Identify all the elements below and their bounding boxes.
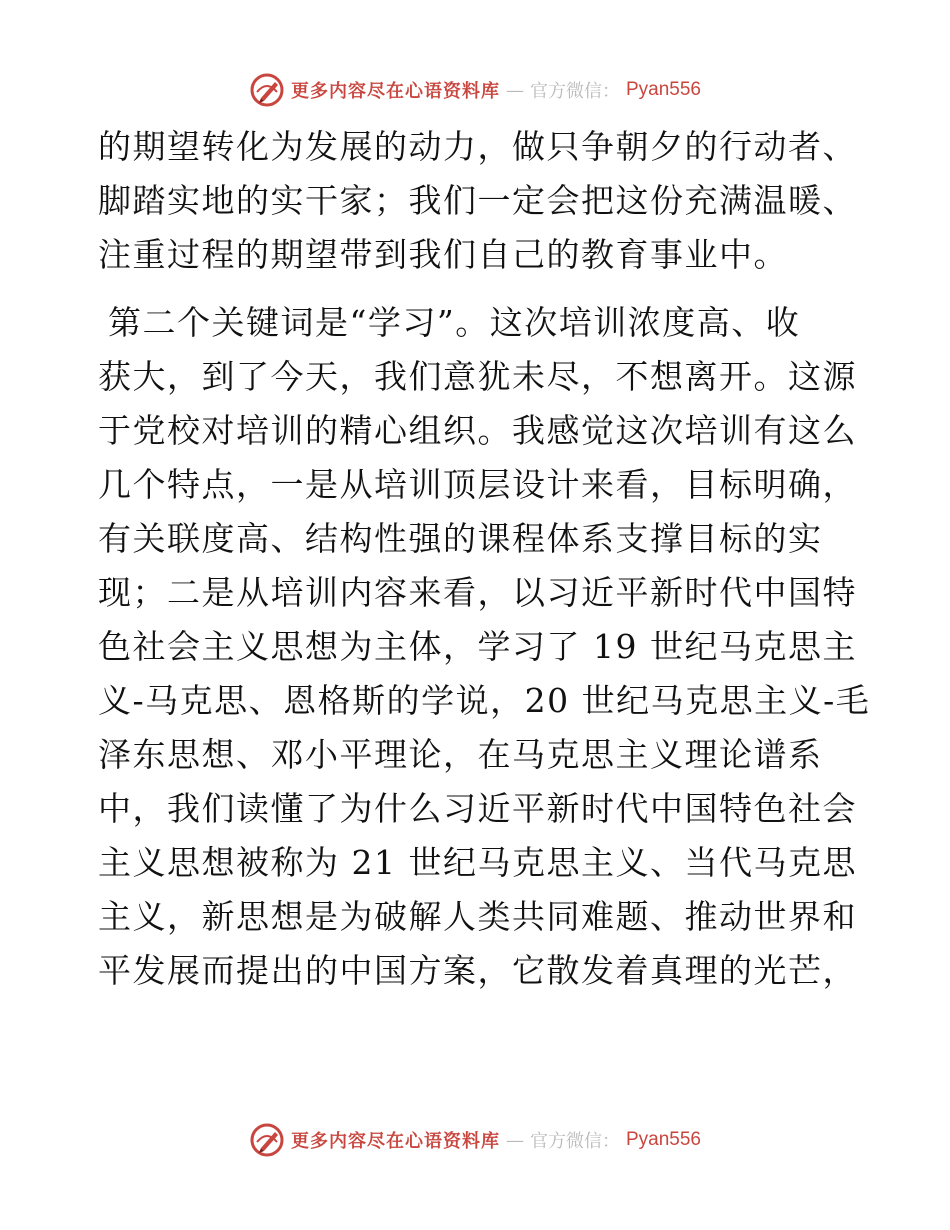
text-line: 义-马克思、恩格斯的学说，20 世纪马克思主义-毛 (98, 681, 871, 720)
text-line: 有关联度高、结构性强的课程体系支撑目标的实 (98, 519, 823, 558)
banner-site-text: 更多内容尽在心语资料库 (290, 1131, 500, 1152)
text-line: 注重过程的期望带到我们自己的教育事业中。 (98, 235, 788, 274)
text-line: 脚踏实地的实干家；我们一定会把这份充满温暖、 (98, 181, 857, 220)
pen-globe-logo-icon (249, 72, 285, 108)
text-line: 色社会主义思想为主体，学习了 19 世纪马克思主 (98, 627, 857, 666)
text-line: 现；二是从培训内容来看，以习近平新时代中国特 (98, 573, 857, 612)
text-line: 主义，新思想是为破解人类共同难题、推动世界和 (98, 897, 857, 936)
text-line: 主义思想被称为 21 世纪马克思主义、当代马克思 (98, 843, 857, 882)
text-line: 平发展而提出的中国方案，它散发着真理的光芒， (98, 951, 857, 990)
text-line: 第二个关键词是“学习”。这次培训浓度高、收 (108, 303, 801, 342)
banner-dash: — (505, 79, 524, 101)
text-line: 中，我们读懂了为什么习近平新时代中国特色社会 (98, 789, 857, 828)
banner-wechat-id: Pyan556 (625, 1129, 701, 1150)
banner-dash: — (505, 1129, 524, 1151)
footer-banner (0, 1120, 950, 1160)
paragraph-gap (98, 282, 858, 296)
text-line: 几个特点，一是从培训顶层设计来看，目标明确， (98, 465, 857, 504)
text-line: 泽东思想、邓小平理论，在马克思主义理论谱系 (98, 735, 823, 774)
banner-official-label: 官方微信： (529, 81, 620, 102)
banner-official-label: 官方微信： (529, 1131, 620, 1152)
banner-wechat-id: Pyan556 (625, 79, 701, 100)
banner-site-text: 更多内容尽在心语资料库 (290, 81, 500, 102)
text-line: 的期望转化为发展的动力，做只争朝夕的行动者、 (98, 127, 857, 166)
paragraph-2 (98, 296, 871, 998)
text-line: 于党校对培训的精心组织。我感觉这次培训有这么 (98, 411, 857, 450)
header-banner (0, 70, 950, 110)
document-body (98, 120, 871, 998)
paragraph-1 (98, 120, 858, 282)
pen-globe-logo-icon (249, 1122, 285, 1158)
text-line: 获大，到了今天，我们意犹未尽，不想离开。这源 (98, 357, 857, 396)
